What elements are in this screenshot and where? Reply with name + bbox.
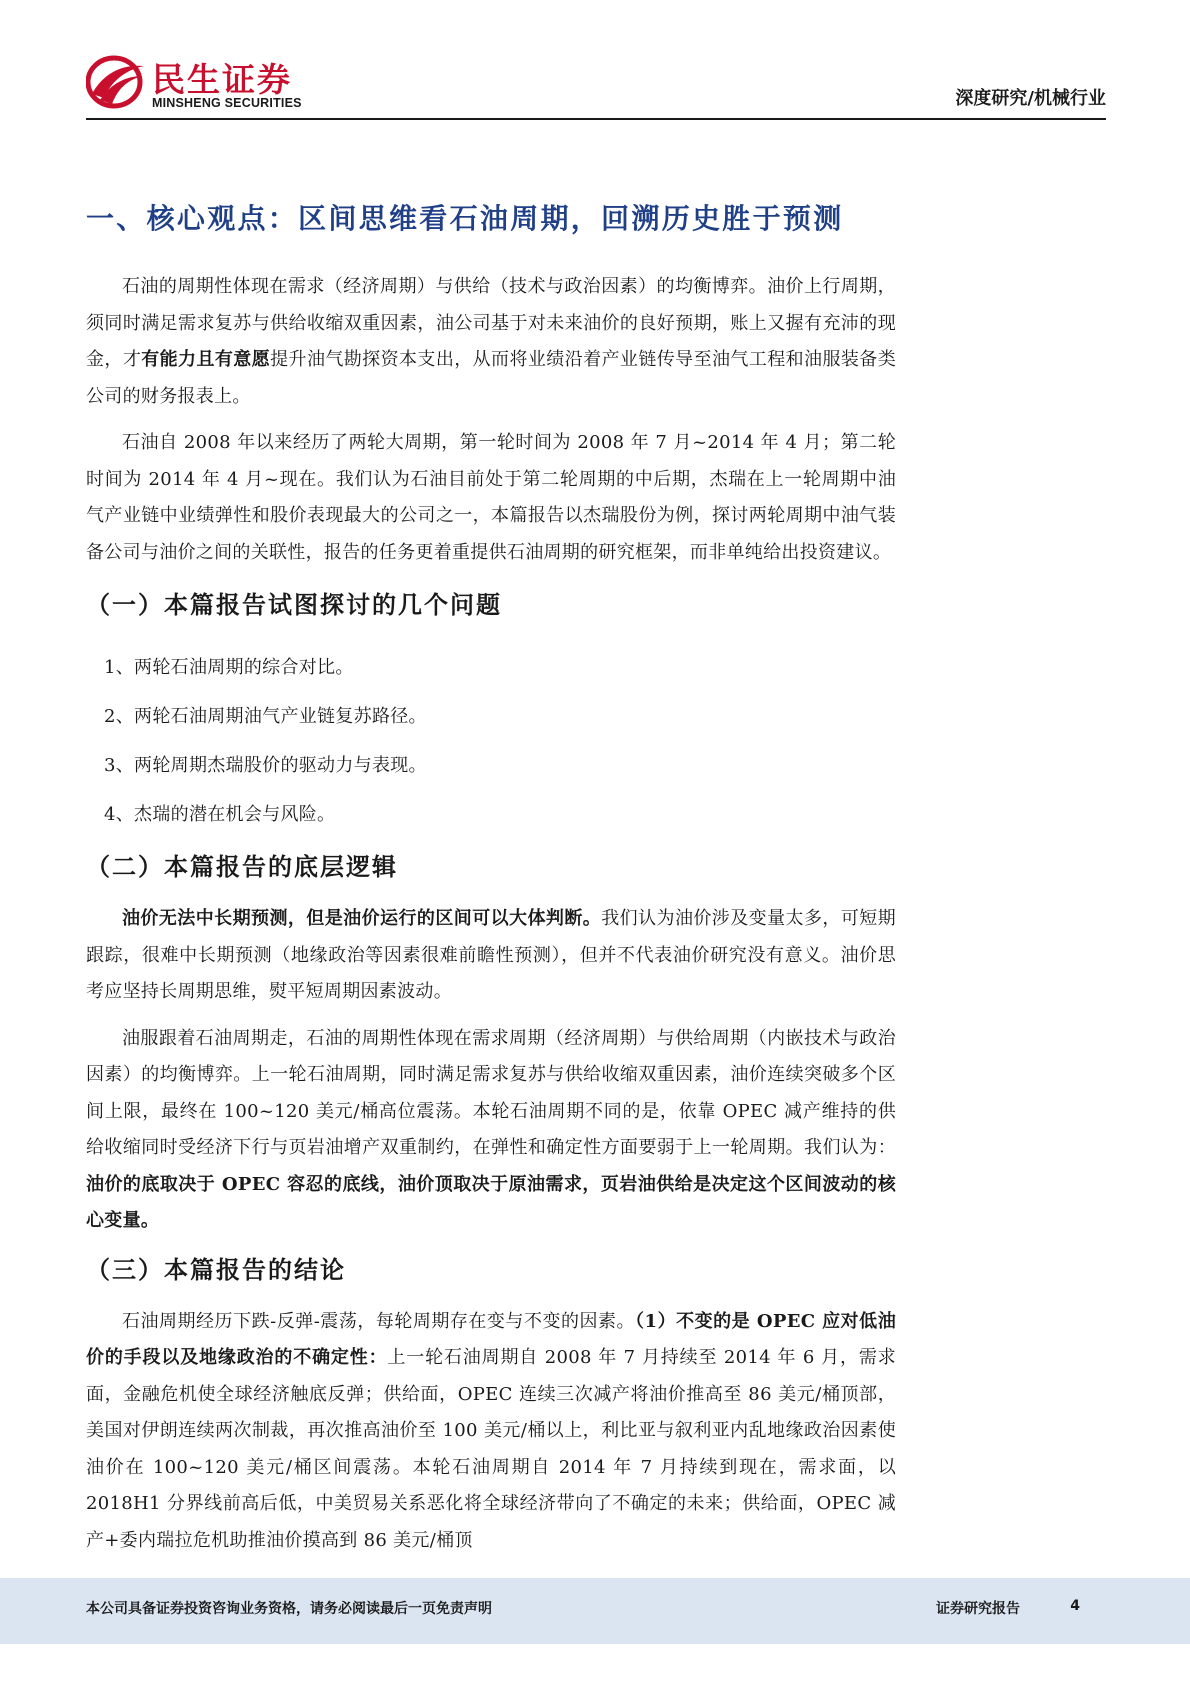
question-list bbox=[86, 643, 896, 839]
footer-report-label: 证券研究报告 bbox=[936, 1601, 1020, 1617]
list-item: 2、两轮石油周期油气产业链复苏路径。 bbox=[104, 706, 427, 727]
subsection-title-logic: （二）本篇报告的底层逻辑 bbox=[86, 853, 398, 881]
page-footer bbox=[0, 1578, 1190, 1644]
list-item: 3、两轮周期杰瑞股价的驱动力与表现。 bbox=[104, 755, 427, 776]
section-title: 一、核心观点：区间思维看石油周期，回溯历史胜于预测 bbox=[86, 202, 844, 235]
list-item: 4、杰瑞的潜在机会与风险。 bbox=[104, 804, 336, 825]
subsection-title-questions: （一）本篇报告试图探讨的几个问题 bbox=[86, 591, 502, 619]
footer-disclaimer: 本公司具备证券投资咨询业务资格，请务必阅读最后一页免责声明 bbox=[86, 1601, 492, 1617]
paragraph-two-cycles: 石油自 2008 年以来经历了两轮大周期，第一轮时间为 2008 年 7 月~2014 年 4 月；第二轮时间为 2014 年 4 月~现在。我们认为石油目前处于第二轮周期的中后期，杰瑞在上一轮周期中油气产业链中业绩弹性和股价表现最大的公司之一，本篇报告以杰瑞股份为例，探讨两轮周期中油气装备公司与油价之间的关联性，报告的任务更着重提供石油周期的研究框架，而非单纯给出投资建议。 bbox=[86, 432, 896, 563]
subsection-title-conclusion: （三）本篇报告的结论 bbox=[86, 1255, 346, 1284]
report-category: 深度研究/机械行业 bbox=[955, 88, 1106, 109]
header-divider bbox=[86, 118, 1106, 120]
page-number: 4 bbox=[1070, 1598, 1080, 1614]
paragraph-oilfield-services: 油服跟着石油周期走，石油的周期性体现在需求周期（经济周期）与供给周期（内嵌技术与政治因素）的均衡博弈。上一轮石油周期，同时满足需求复苏与供给收缩双重因素，油价连续突破多个区间上限，最终在 100~120 美元/桶高位震荡。本轮石油周期不同的是，依靠 OPEC 减产维持的供给收缩同时受经济下行与页岩油增产双重制约，在弹性和确定性方面要弱于上一轮周期。我们认为：油价的底取决于 OPEC 容忍的底线，油价顶取决于原油需求，页岩油供给是决定这个区间波动的核心变量。 bbox=[86, 1027, 896, 1231]
logo-swoosh-icon bbox=[86, 54, 146, 110]
paragraph-oil-cycle: 石油的周期性体现在需求（经济周期）与供给（技术与政治因素）的均衡博弈。油价上行周期，须同时满足需求复苏与供给收缩双重因素，油公司基于对未来油价的良好预期，账上又握有充沛的现金，才有能力且有意愿提升油气勘探资本支出，从而将业绩沿着产业链传导至油气工程和油服装备类公司的财务报表上。 bbox=[86, 276, 896, 407]
bold-emphasis: （1）不变的是 OPEC 应对低油价的手段以及地缘政治的不确定性： bbox=[86, 1310, 896, 1368]
logo-english-name: MINSHENG SECURITIES bbox=[152, 96, 302, 110]
paragraph-oil-forecast: 油价无法中长期预测，但是油价运行的区间可以大体判断。我们认为油价涉及变量太多，可短期跟踪，很难中长期预测（地缘政治等因素很难前瞻性预测），但并不代表油价研究没有意义。油价思考应坚持长周期思维，熨平短周期因素波动。 bbox=[86, 908, 896, 1002]
bold-emphasis: 油价的底取决于 OPEC 容忍的底线，油价顶取决于原油需求，页岩油供给是决定这个区间波动的核心变量。 bbox=[86, 1173, 896, 1231]
bold-emphasis: 油价无法中长期预测，但是油价运行的区间可以大体判断。 bbox=[122, 908, 602, 929]
logo-chinese-name: 民生证券 bbox=[152, 60, 292, 99]
minsheng-logo bbox=[86, 54, 406, 114]
report-body bbox=[86, 195, 896, 1559]
list-item: 1、两轮石油周期的综合对比。 bbox=[104, 657, 354, 678]
page-header bbox=[86, 50, 1106, 120]
paragraph-conclusion: 石油周期经历下跌-反弹-震荡，每轮周期存在变与不变的因素。（1）不变的是 OPEC 应对低油价的手段以及地缘政治的不确定性：上一轮石油周期自 2008 年 7 月持续至 2014 年 6 月，需求面，金融危机使全球经济触底反弹；供给面，OPEC 连续三次减产将油价推高至 86 美元/桶顶部，美国对伊朗连续两次制裁，再次推高油价至 100 美元/桶以上，利比亚与叙利亚内乱地缘政治因素使油价在 100~120 美元/桶区间震荡。本轮石油周期自 2014 年 7 月持续到现在，需求面，以 2018H1 分界线前高后低，中美贸易关系恶化将全球经济带向了不确定的未来；供给面，OPEC 减产+委内瑞拉危机助推油价摸高到 86 美元/桶顶 bbox=[86, 1310, 896, 1551]
bold-emphasis: 有能力且有意愿 bbox=[141, 349, 271, 370]
